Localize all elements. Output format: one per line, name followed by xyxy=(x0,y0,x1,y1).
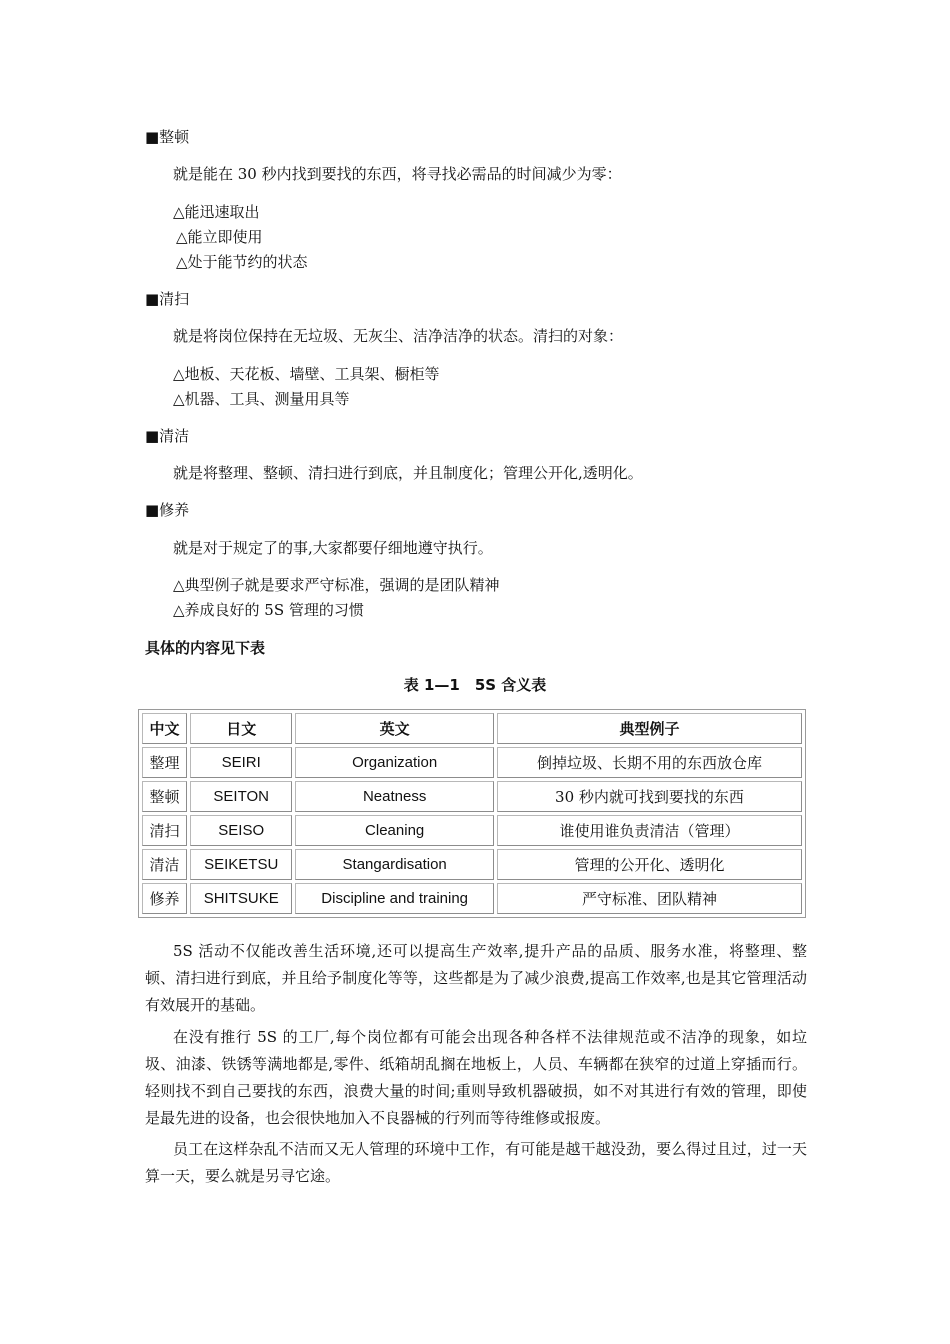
cell-example: 30 秒内就可找到要找的东西 xyxy=(497,781,802,812)
cell-example: 严守标准、团队精神 xyxy=(497,883,802,914)
list-item: △养成良好的 5S 管理的习惯 xyxy=(173,601,364,619)
section-heading-qingsao: ■清扫 xyxy=(145,290,190,308)
cell-chinese: 整顿 xyxy=(142,781,187,812)
table-row xyxy=(142,883,802,914)
cell-japanese: SEIRI xyxy=(190,747,292,778)
cell-japanese: SEIKETSU xyxy=(190,849,292,880)
table-caption: 表 1—1 5S 含义表 xyxy=(403,676,547,694)
table-header-row xyxy=(142,713,802,744)
table-row xyxy=(142,747,802,778)
cell-example: 倒掉垃圾、长期不用的东西放仓库 xyxy=(497,747,802,778)
cell-example: 管理的公开化、透明化 xyxy=(497,849,802,880)
cell-japanese: SHITSUKE xyxy=(190,883,292,914)
table-intro: 具体的内容见下表 xyxy=(145,639,266,657)
cell-japanese: SEITON xyxy=(190,781,292,812)
section-desc-xiuyang: 就是对于规定了的事,大家都要仔细地遵守执行。 xyxy=(173,539,493,557)
table-row xyxy=(142,849,802,880)
list-item: △能立即使用 xyxy=(176,228,263,246)
body-paragraph: 员工在这样杂乱不洁而又无人管理的环境中工作，有可能是越干越没劲，要么得过且过，过一天算一天，要么就是另寻它途。 xyxy=(145,1140,807,1185)
header-example: 典型例子 xyxy=(497,713,802,744)
cell-chinese: 清洁 xyxy=(142,849,187,880)
cell-japanese: SEISO xyxy=(190,815,292,846)
section-heading-qingjie: ■清洁 xyxy=(145,427,190,445)
list-item: △机器、工具、测量用具等 xyxy=(173,390,350,408)
cell-chinese: 清扫 xyxy=(142,815,187,846)
cell-example: 谁使用谁负责清洁（管理） xyxy=(497,815,802,846)
5s-meaning-table xyxy=(138,709,806,918)
header-english: 英文 xyxy=(295,713,494,744)
section-desc-qingjie: 就是将整理、整顿、清扫进行到底，并且制度化；管理公开化,透明化。 xyxy=(173,464,643,482)
cell-english: Cleaning xyxy=(295,815,494,846)
header-chinese: 中文 xyxy=(142,713,187,744)
cell-english: Organization xyxy=(295,747,494,778)
table-row xyxy=(142,781,802,812)
table-row xyxy=(142,815,802,846)
section-desc-zhengdun: 就是能在 30 秒内找到要找的东西，将寻找必需品的时间减少为零： xyxy=(173,165,622,183)
list-item: △地板、天花板、墙壁、工具架、橱柜等 xyxy=(173,365,440,383)
section-desc-qingsao: 就是将岗位保持在无垃圾、无灰尘、洁净洁净的状态。清扫的对象： xyxy=(173,327,624,345)
list-item: △典型例子就是要求严守标准，强调的是团队精神 xyxy=(173,576,500,594)
body-paragraph: 5S 活动不仅能改善生活环境,还可以提高生产效率,提升产品的品质、服务水准，将整理、整顿、清扫进行到底，并且给予制度化等等，这些都是为了减少浪费,提高工作效率,也是其它管理活动有效展开的基础。 xyxy=(145,942,807,1014)
cell-english: Neatness xyxy=(295,781,494,812)
cell-chinese: 修养 xyxy=(142,883,187,914)
section-heading-zhengdun: ■整顿 xyxy=(145,128,190,146)
list-item: △能迅速取出 xyxy=(173,203,260,221)
section-heading-xiuyang: ■修养 xyxy=(145,501,190,519)
cell-english: Discipline and training xyxy=(295,883,494,914)
cell-english: Stangardisation xyxy=(295,849,494,880)
header-japanese: 日文 xyxy=(190,713,292,744)
body-paragraph: 在没有推行 5S 的工厂,每个岗位都有可能会出现各种各样不法律规范或不洁净的现象，如垃圾、油漆、铁锈等满地都是,零件、纸箱胡乱搁在地板上，人员、车辆都在狭窄的过道上穿插而行。轻则找不到自己要找的东西，浪费大量的时间;重则导致机器破损，如不对其进行有效的管理，即使是最先进的设备，也会很快地加入不良器械的行列而等待维修或报废。 xyxy=(145,1028,807,1127)
cell-chinese: 整理 xyxy=(142,747,187,778)
list-item: △处于能节约的状态 xyxy=(176,253,308,271)
